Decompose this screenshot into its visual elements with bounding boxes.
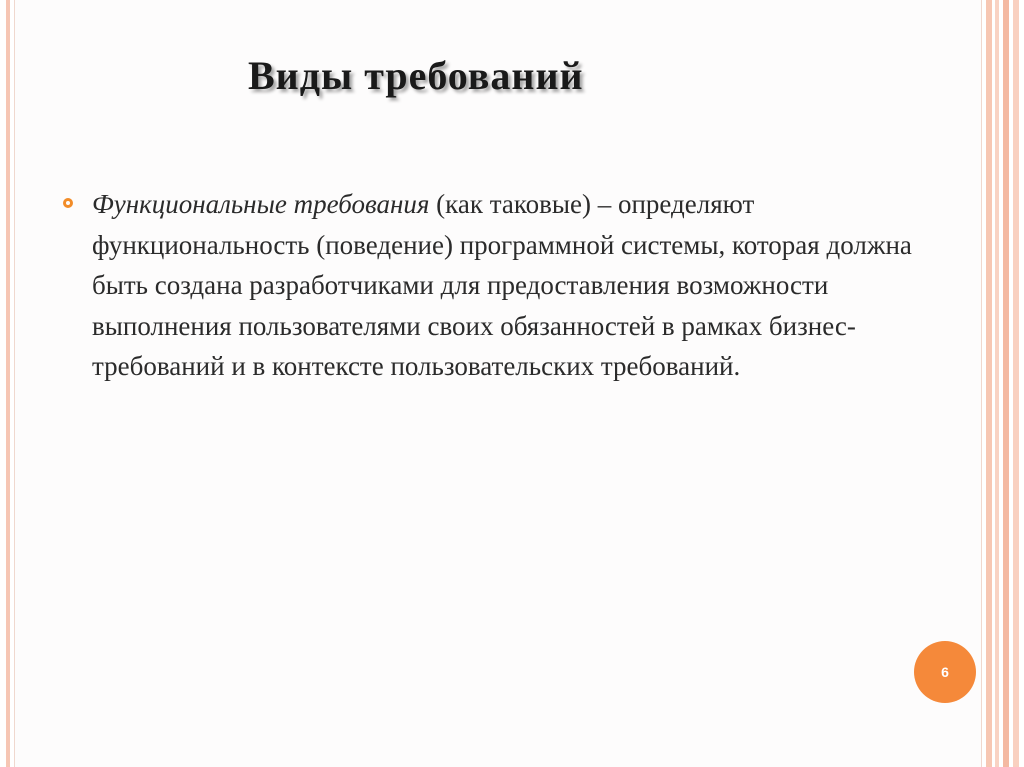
- bullet-text: [92, 184, 912, 387]
- page-number-badge: 6: [914, 641, 976, 703]
- left-decorative-rule: [6, 0, 10, 767]
- slide-title: Виды требований: [248, 53, 584, 98]
- bullet-term: Функциональные требования: [92, 189, 430, 219]
- hollow-circle-bullet-icon: [63, 198, 73, 208]
- right-decorative-stripes: [983, 0, 1024, 767]
- bullet-description: (как таковые) – определяют функциональность (поведение) программной системы, которая должна быть создана разработчиками для предоставления возможности выполнения пользователями своих обязанностей в рамках бизнес-требований и в контексте пользовательских требований.: [92, 189, 912, 381]
